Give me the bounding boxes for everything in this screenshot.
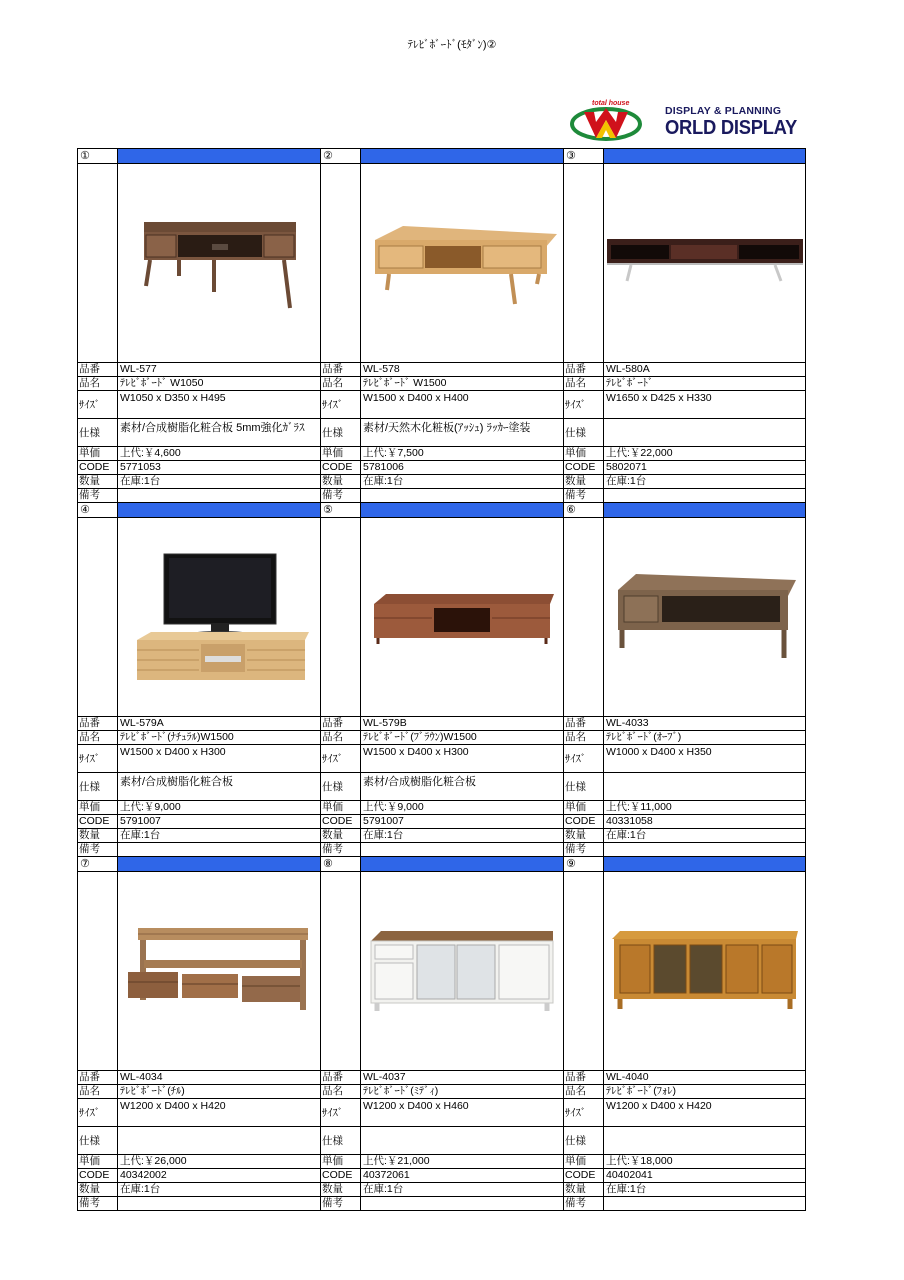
product-card xyxy=(563,148,806,502)
field-note xyxy=(564,842,805,856)
product-card xyxy=(563,502,806,856)
field-label: 仕様 xyxy=(78,419,118,446)
field-label: 品名 xyxy=(321,1085,361,1098)
item-number: ② xyxy=(321,149,361,163)
field-qty xyxy=(321,474,563,488)
field-hinban xyxy=(564,1070,805,1084)
field-hinban xyxy=(321,1070,563,1084)
field-label: 備考 xyxy=(564,843,604,856)
field-value-qty: 在庫:1台 xyxy=(363,1183,404,1195)
field-value-hinmei: ﾃﾚﾋﾞﾎﾞｰﾄﾞ(ﾐﾃﾞｨ) xyxy=(363,1085,439,1097)
field-price xyxy=(564,1154,805,1168)
field-value-note xyxy=(361,843,563,856)
card-header xyxy=(78,503,320,517)
field-label: 品番 xyxy=(321,717,361,730)
field-label: ｻｲｽﾞ xyxy=(78,391,118,418)
field-value-size: W1000 x D400 x H350 xyxy=(606,746,712,758)
field-value-hinmei: ﾃﾚﾋﾞﾎﾞｰﾄﾞ(ﾌｫﾚ) xyxy=(606,1085,676,1097)
field-value-code: 5771053 xyxy=(120,461,161,473)
field-spec xyxy=(321,418,563,446)
field-hinmei xyxy=(564,376,805,390)
field-value-size: W1500 x D400 x H300 xyxy=(120,746,226,758)
field-size xyxy=(321,390,563,418)
field-value-spec xyxy=(361,1127,563,1154)
field-label: CODE xyxy=(321,461,361,474)
product-image-row xyxy=(78,871,320,1070)
field-label: 備考 xyxy=(564,1197,604,1210)
product-row xyxy=(77,856,808,1211)
field-value-spec: 素材/合成樹脂化粧合板 xyxy=(363,776,477,788)
field-label: 品番 xyxy=(321,363,361,376)
item-number: ⑤ xyxy=(321,503,361,517)
field-qty xyxy=(321,1182,563,1196)
field-value-hinmei: ﾃﾚﾋﾞﾎﾞｰﾄﾞ(ﾌﾞﾗｳﾝ)W1500 xyxy=(363,731,477,743)
field-label: 品名 xyxy=(78,1085,118,1098)
header-accent-bar xyxy=(361,503,563,517)
field-label: 品名 xyxy=(78,731,118,744)
field-note xyxy=(78,842,320,856)
field-size xyxy=(564,1098,805,1126)
field-value-size: W1200 x D400 x H460 xyxy=(363,1100,469,1112)
field-hinmei xyxy=(564,1084,805,1098)
product-image xyxy=(361,872,563,1070)
field-value-code: 5802071 xyxy=(606,461,647,473)
field-value-price: 上代:￥21,000 xyxy=(363,1155,430,1167)
field-value-qty: 在庫:1台 xyxy=(606,475,647,487)
field-value-price: 上代:￥9,000 xyxy=(120,801,181,813)
field-value-note xyxy=(118,489,320,502)
field-price xyxy=(78,446,320,460)
header-accent-bar xyxy=(118,503,320,517)
field-value-note xyxy=(604,489,805,502)
field-value-code: 40331058 xyxy=(606,815,653,827)
product-image-row xyxy=(78,517,320,716)
header-accent-bar xyxy=(118,857,320,871)
field-value-note xyxy=(361,1197,563,1210)
field-qty xyxy=(78,474,320,488)
item-number: ⑨ xyxy=(564,857,604,871)
field-label: ｻｲｽﾞ xyxy=(564,745,604,772)
field-code xyxy=(321,1168,563,1182)
field-label: CODE xyxy=(78,1169,118,1182)
field-price xyxy=(321,800,563,814)
field-value-note xyxy=(118,1197,320,1210)
product-card xyxy=(320,148,563,502)
field-hinmei xyxy=(78,730,320,744)
field-label: 仕様 xyxy=(78,773,118,800)
card-header xyxy=(321,503,563,517)
field-label: ｻｲｽﾞ xyxy=(321,391,361,418)
field-value-price: 上代:￥26,000 xyxy=(120,1155,187,1167)
field-label: 備考 xyxy=(564,489,604,502)
field-label: 単価 xyxy=(78,801,118,814)
field-label: 品名 xyxy=(321,731,361,744)
field-value-qty: 在庫:1台 xyxy=(606,829,647,841)
logo-title: ORLD DISPLAY xyxy=(665,117,797,139)
card-header xyxy=(78,857,320,871)
field-value-size: W1200 x D400 x H420 xyxy=(120,1100,226,1112)
field-code xyxy=(564,460,805,474)
card-header xyxy=(564,149,805,163)
field-size xyxy=(321,1098,563,1126)
field-label: 備考 xyxy=(321,489,361,502)
field-value-spec: 素材/合成樹脂化粧合板 5mm強化ｶﾞﾗｽ xyxy=(120,422,305,434)
field-note xyxy=(321,1196,563,1210)
field-note xyxy=(78,1196,320,1210)
product-card xyxy=(320,502,563,856)
field-label: 備考 xyxy=(78,489,118,502)
field-label: 備考 xyxy=(78,1197,118,1210)
field-code xyxy=(321,814,563,828)
field-hinmei xyxy=(564,730,805,744)
field-value-hinban: WL-580A xyxy=(606,363,650,375)
field-label: 単価 xyxy=(321,447,361,460)
field-value-code: 40372061 xyxy=(363,1169,410,1181)
field-value-code: 40402041 xyxy=(606,1169,653,1181)
field-label: ｻｲｽﾞ xyxy=(564,391,604,418)
field-label: 数量 xyxy=(321,475,361,488)
field-label: CODE xyxy=(321,815,361,828)
field-label: 単価 xyxy=(564,447,604,460)
field-label: 数量 xyxy=(321,829,361,842)
field-value-spec xyxy=(118,1127,320,1154)
field-price xyxy=(564,446,805,460)
field-note xyxy=(564,488,805,502)
logo-small-text: total house xyxy=(592,100,630,107)
field-spec xyxy=(564,772,805,800)
field-label: 品番 xyxy=(321,1071,361,1084)
field-value-price: 上代:￥7,500 xyxy=(363,447,424,459)
item-number: ③ xyxy=(564,149,604,163)
field-code xyxy=(78,814,320,828)
header-accent-bar xyxy=(118,149,320,163)
field-value-spec xyxy=(604,773,805,800)
field-value-size: W1500 x D400 x H400 xyxy=(363,392,469,404)
field-label: 仕様 xyxy=(321,773,361,800)
field-label: 品名 xyxy=(564,731,604,744)
field-hinmei xyxy=(321,730,563,744)
field-value-hinban: WL-4040 xyxy=(606,1071,649,1083)
field-value-price: 上代:￥4,600 xyxy=(120,447,181,459)
field-value-hinmei: ﾃﾚﾋﾞﾎﾞｰﾄﾞ W1500 xyxy=(363,377,447,389)
product-image xyxy=(604,518,805,716)
product-card xyxy=(77,856,320,1211)
field-label: 品番 xyxy=(564,363,604,376)
field-hinban xyxy=(78,1070,320,1084)
header-accent-bar xyxy=(361,149,563,163)
field-label: 単価 xyxy=(564,801,604,814)
field-label: 品名 xyxy=(564,377,604,390)
field-value-qty: 在庫:1台 xyxy=(363,475,404,487)
field-label: 単価 xyxy=(321,1155,361,1168)
field-spec xyxy=(564,418,805,446)
field-hinmei xyxy=(78,1084,320,1098)
field-code xyxy=(564,814,805,828)
header-accent-bar xyxy=(604,503,805,517)
field-value-qty: 在庫:1台 xyxy=(120,475,161,487)
field-value-size: W1500 x D400 x H300 xyxy=(363,746,469,758)
field-label: ｻｲｽﾞ xyxy=(78,745,118,772)
field-label: 品名 xyxy=(78,377,118,390)
item-number: ⑧ xyxy=(321,857,361,871)
field-label: CODE xyxy=(564,1169,604,1182)
field-value-hinmei: ﾃﾚﾋﾞﾎﾞｰﾄﾞ xyxy=(606,377,654,389)
field-value-spec xyxy=(604,1127,805,1154)
field-label: 単価 xyxy=(321,801,361,814)
field-label: CODE xyxy=(321,1169,361,1182)
field-qty xyxy=(564,1182,805,1196)
field-label: 単価 xyxy=(564,1155,604,1168)
field-label: ｻｲｽﾞ xyxy=(78,1099,118,1126)
product-image-row xyxy=(321,163,563,362)
field-value-code: 40342002 xyxy=(120,1169,167,1181)
field-value-hinban: WL-579A xyxy=(120,717,164,729)
field-value-hinban: WL-579B xyxy=(363,717,407,729)
field-size xyxy=(78,390,320,418)
product-image xyxy=(604,872,805,1070)
field-label: ｻｲｽﾞ xyxy=(321,1099,361,1126)
field-label: CODE xyxy=(564,461,604,474)
field-price xyxy=(78,1154,320,1168)
field-note xyxy=(78,488,320,502)
field-label: ｻｲｽﾞ xyxy=(564,1099,604,1126)
product-card xyxy=(563,856,806,1211)
field-value-hinban: WL-577 xyxy=(120,363,157,375)
product-image xyxy=(118,164,320,362)
card-header xyxy=(321,149,563,163)
field-code xyxy=(564,1168,805,1182)
product-image xyxy=(118,872,320,1070)
field-value-note xyxy=(118,843,320,856)
field-value-hinban: WL-4037 xyxy=(363,1071,406,1083)
field-label: 数量 xyxy=(564,829,604,842)
field-value-note xyxy=(604,1197,805,1210)
field-hinban xyxy=(78,716,320,730)
page-title: ﾃﾚﾋﾞﾎﾞｰﾄﾞ(ﾓﾀﾞﾝ)② xyxy=(407,39,497,51)
header-accent-bar xyxy=(604,149,805,163)
field-value-size: W1650 x D425 x H330 xyxy=(606,392,712,404)
card-header xyxy=(564,503,805,517)
field-qty xyxy=(564,828,805,842)
field-label: 数量 xyxy=(564,475,604,488)
field-label: 備考 xyxy=(321,1197,361,1210)
field-spec xyxy=(78,418,320,446)
product-image xyxy=(361,164,563,362)
field-value-size: W1200 x D400 x H420 xyxy=(606,1100,712,1112)
field-label: 備考 xyxy=(78,843,118,856)
field-label: 品番 xyxy=(564,717,604,730)
product-image-row xyxy=(78,163,320,362)
product-row xyxy=(77,502,808,856)
product-image-row xyxy=(564,517,805,716)
field-value-code: 5791007 xyxy=(120,815,161,827)
product-image-row xyxy=(564,871,805,1070)
field-value-qty: 在庫:1台 xyxy=(120,1183,161,1195)
card-header xyxy=(78,149,320,163)
field-hinban xyxy=(78,362,320,376)
field-value-code: 5791007 xyxy=(363,815,404,827)
field-label: 品番 xyxy=(564,1071,604,1084)
field-qty xyxy=(78,1182,320,1196)
field-code xyxy=(321,460,563,474)
field-size xyxy=(564,744,805,772)
header-accent-bar xyxy=(604,857,805,871)
product-image-row xyxy=(564,163,805,362)
field-value-note xyxy=(604,843,805,856)
field-label: 品番 xyxy=(78,363,118,376)
product-image xyxy=(118,518,320,716)
field-label: 単価 xyxy=(78,447,118,460)
field-value-hinban: WL-578 xyxy=(363,363,400,375)
product-grid xyxy=(77,148,808,1211)
card-header xyxy=(321,857,563,871)
field-label: 品名 xyxy=(321,377,361,390)
field-label: ｻｲｽﾞ xyxy=(321,745,361,772)
product-image xyxy=(361,518,563,716)
field-label: 数量 xyxy=(78,1183,118,1196)
field-size xyxy=(78,744,320,772)
field-label: 仕様 xyxy=(78,1127,118,1154)
field-label: 数量 xyxy=(564,1183,604,1196)
logo-subtitle: DISPLAY & PLANNING xyxy=(665,105,782,117)
field-qty xyxy=(78,828,320,842)
field-value-price: 上代:￥9,000 xyxy=(363,801,424,813)
field-label: 品名 xyxy=(564,1085,604,1098)
field-hinban xyxy=(321,362,563,376)
field-label: 備考 xyxy=(321,843,361,856)
field-label: 数量 xyxy=(78,829,118,842)
item-number: ⑥ xyxy=(564,503,604,517)
item-number: ④ xyxy=(78,503,118,517)
field-value-hinmei: ﾃﾚﾋﾞﾎﾞｰﾄﾞ(ﾁﾙ) xyxy=(120,1085,185,1097)
field-note xyxy=(321,488,563,502)
field-hinmei xyxy=(78,376,320,390)
field-label: CODE xyxy=(78,815,118,828)
field-size xyxy=(78,1098,320,1126)
field-code xyxy=(78,1168,320,1182)
field-label: 仕様 xyxy=(321,419,361,446)
field-code xyxy=(78,460,320,474)
field-price xyxy=(321,446,563,460)
field-qty xyxy=(321,828,563,842)
field-size xyxy=(321,744,563,772)
card-header xyxy=(564,857,805,871)
field-hinban xyxy=(564,362,805,376)
product-row xyxy=(77,148,808,502)
item-number: ① xyxy=(78,149,118,163)
field-price xyxy=(564,800,805,814)
field-spec xyxy=(78,772,320,800)
field-value-price: 上代:￥22,000 xyxy=(606,447,673,459)
field-value-spec: 素材/天然木化粧板(ｱｯｼｭ) ﾗｯｶｰ塗装 xyxy=(363,422,531,434)
field-value-hinban: WL-4033 xyxy=(606,717,649,729)
field-label: 仕様 xyxy=(321,1127,361,1154)
field-label: 品番 xyxy=(78,717,118,730)
field-label: CODE xyxy=(78,461,118,474)
field-hinmei xyxy=(321,376,563,390)
field-spec xyxy=(78,1126,320,1154)
field-spec xyxy=(564,1126,805,1154)
field-value-spec xyxy=(604,419,805,446)
field-note xyxy=(564,1196,805,1210)
field-value-hinmei: ﾃﾚﾋﾞﾎﾞｰﾄﾞ W1050 xyxy=(120,377,204,389)
field-spec xyxy=(321,772,563,800)
product-card xyxy=(77,502,320,856)
field-value-size: W1050 x D350 x H495 xyxy=(120,392,226,404)
field-value-note xyxy=(361,489,563,502)
product-card xyxy=(320,856,563,1211)
field-note xyxy=(321,842,563,856)
field-label: 仕様 xyxy=(564,773,604,800)
field-label: 仕様 xyxy=(564,419,604,446)
field-hinban xyxy=(564,716,805,730)
field-value-code: 5781006 xyxy=(363,461,404,473)
field-value-hinban: WL-4034 xyxy=(120,1071,163,1083)
field-label: 単価 xyxy=(78,1155,118,1168)
field-qty xyxy=(564,474,805,488)
field-value-hinmei: ﾃﾚﾋﾞﾎﾞｰﾄﾞ(ｵｰﾌﾞ) xyxy=(606,731,682,743)
field-value-spec: 素材/合成樹脂化粧合板 xyxy=(120,776,234,788)
product-card xyxy=(77,148,320,502)
product-image xyxy=(604,164,805,362)
header-accent-bar xyxy=(361,857,563,871)
field-price xyxy=(78,800,320,814)
field-label: 数量 xyxy=(78,475,118,488)
field-label: CODE xyxy=(564,815,604,828)
field-size xyxy=(564,390,805,418)
product-image-row xyxy=(321,871,563,1070)
field-value-hinmei: ﾃﾚﾋﾞﾎﾞｰﾄﾞ(ﾅﾁｭﾗﾙ)W1500 xyxy=(120,731,234,743)
field-label: 仕様 xyxy=(564,1127,604,1154)
field-label: 品番 xyxy=(78,1071,118,1084)
field-value-qty: 在庫:1台 xyxy=(363,829,404,841)
item-number: ⑦ xyxy=(78,857,118,871)
field-hinban xyxy=(321,716,563,730)
field-label: 数量 xyxy=(321,1183,361,1196)
field-value-qty: 在庫:1台 xyxy=(120,829,161,841)
world-display-logo xyxy=(570,100,796,142)
field-value-qty: 在庫:1台 xyxy=(606,1183,647,1195)
field-value-price: 上代:￥18,000 xyxy=(606,1155,673,1167)
field-price xyxy=(321,1154,563,1168)
field-hinmei xyxy=(321,1084,563,1098)
field-value-price: 上代:￥11,000 xyxy=(606,801,672,813)
field-spec xyxy=(321,1126,563,1154)
product-image-row xyxy=(321,517,563,716)
